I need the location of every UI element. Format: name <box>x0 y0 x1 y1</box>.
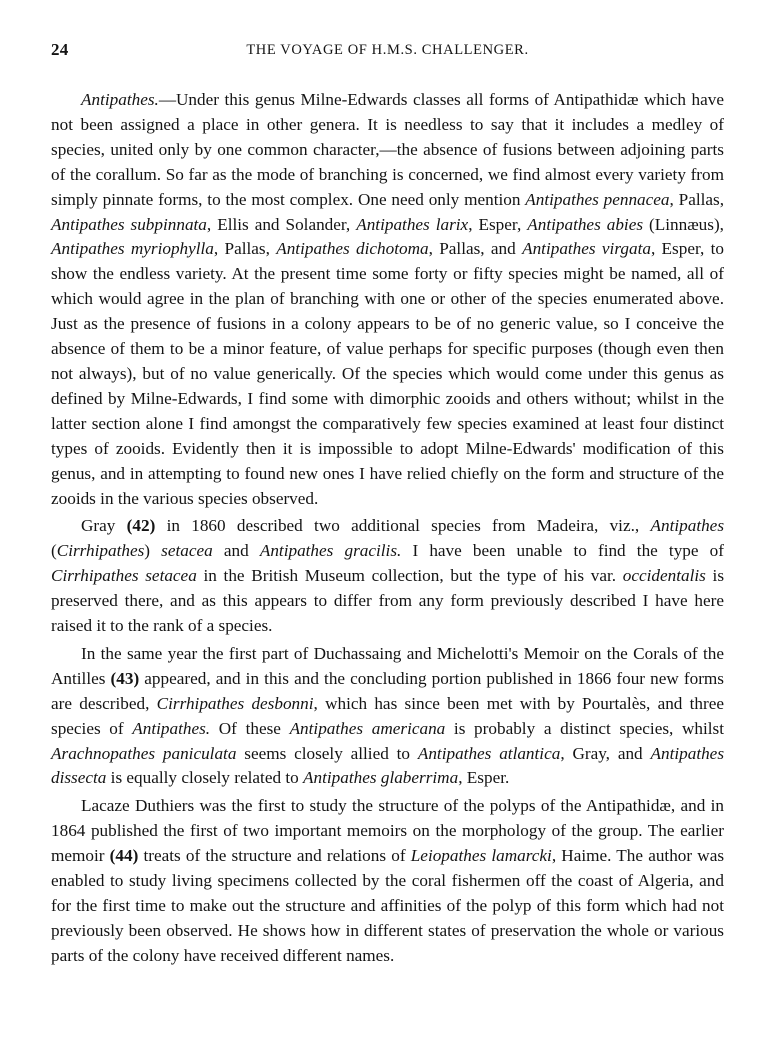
italic-term: Antipathes. <box>132 718 211 738</box>
text-run: , Esper, to show the endless variety. At the present time some forty or fifty species might be named, all of which would agree in the plan of branching with one or other of the species enumerated above. Just as the presence of fusions in a colony appears to be of no generic value, so I conceive the absence of them to be a minor feature, of value perhaps for specific purposes (though even then not always), but of no value generically. Of the species which would come under this genus as defined by Milne-Edwards, I find some with dimorphic zooids and others without; whilst in the latter section alone I find amongst the comparatively few species examined at least four distinct types of zooids. Evidently then it is impossible to adopt Milne-Edwards' modification of this genus, and in attempting to found new ones I have relied chiefly on the form and structure of the zooids in the various species observed. <box>51 239 724 508</box>
italic-term: Antipathes americana <box>289 718 446 738</box>
reference-number: (44) <box>109 846 139 866</box>
italic-term: Antipathes abies <box>527 214 644 234</box>
text-run: is equally closely related to <box>106 768 304 788</box>
italic-term: Antipathes subpinnata <box>51 214 207 234</box>
italic-term: occidentalis <box>622 566 706 586</box>
reference-number: (42) <box>126 516 156 536</box>
italic-term: Antipathes gracilis. <box>259 541 402 561</box>
italic-term: Antipathes dissecta <box>51 743 725 788</box>
text-run: ( <box>51 541 57 561</box>
paragraph-duchassaing-michelotti <box>51 642 724 791</box>
text-run: appeared, and in this and the concluding portion published in 1866 four new forms are described, <box>51 668 724 713</box>
text-run: and <box>212 541 260 561</box>
text-run: in 1860 described two additional species from Madeira, viz., <box>155 516 651 536</box>
italic-term: setacea <box>161 541 213 561</box>
reference-number: (43) <box>110 668 140 688</box>
text-run: In the same year the first part of Duchassaing and Michelotti's Memoir on the Corals of the Antilles <box>51 643 724 688</box>
italic-term: Antipathes dichotoma <box>276 239 429 259</box>
book-page <box>51 38 724 969</box>
text-run: in the British Museum collection, but the type of his var. <box>196 566 623 586</box>
running-head <box>51 38 724 62</box>
italic-term: Leiopathes lamarcki <box>410 846 552 866</box>
italic-term: Antipathes virgata <box>522 239 651 259</box>
page-number: 24 <box>51 40 69 59</box>
text-run: is preserved there, and as this appears to differ from any form previously described I have here raised it to the rank of a species. <box>51 566 725 636</box>
text-run: ) <box>144 541 162 561</box>
italic-term: Antipathes atlantica <box>417 743 561 763</box>
text-run: , Pallas, and <box>428 239 523 259</box>
text-run: I have been unable to find the type of <box>401 541 724 561</box>
text-run: treats of the structure and relations of <box>138 846 411 866</box>
italic-term: Antipathes glaberrima <box>303 768 459 788</box>
text-run: , Gray, and <box>560 743 651 763</box>
text-run: , which has since been met with by Pourtalès, and three species of <box>51 693 724 738</box>
text-run: —Under this genus Milne-Edwards classes all forms of Antipathidæ which have not been assigned a place in other genera. It is needless to say that it includes a medley of species, united only by one common character,—the absence of fusions between adjoining parts of the corallum. So far as the mode of branching is concerned, we find almost every variety from simply pinnate forms, to the most complex. One need only mention <box>51 90 724 209</box>
text-run: Gray <box>81 516 127 536</box>
italic-term: Cirrhipathes setacea <box>51 566 197 586</box>
paragraph-antipathes-genus <box>51 88 724 511</box>
text-run: seems closely allied to <box>236 743 418 763</box>
text-run: is probably a distinct species, whilst <box>445 718 725 738</box>
paragraph-lacaze-duthiers <box>51 794 724 968</box>
italic-term: Antipathes larix <box>356 214 469 234</box>
italic-term: Antipathes <box>650 516 725 536</box>
italic-term: Antipathes. <box>81 90 159 109</box>
body-text <box>51 88 724 969</box>
text-run: , Esper. <box>458 768 510 788</box>
text-run: , Ellis and Solander, <box>206 214 357 234</box>
text-run: (Linnæus), <box>643 214 724 234</box>
text-run: , Pallas, <box>213 239 277 259</box>
text-run: Lacaze Duthiers was the first to study the structure of the polyps of the Antipathidæ, and in 1864 published the first of two important memoirs on the morphology of the group. The earlier memoir <box>51 796 724 866</box>
text-run: , Esper, <box>468 214 528 234</box>
text-run: Of these <box>210 718 290 738</box>
running-title: THE VOYAGE OF H.M.S. CHALLENGER. <box>246 42 529 58</box>
italic-term: Cirrhipathes desbonni <box>156 693 314 713</box>
italic-term: Antipathes pennacea <box>525 189 670 209</box>
italic-term: Cirrhipathes <box>56 541 145 561</box>
italic-term: Arachnopathes paniculata <box>51 743 237 763</box>
text-run: , Haime. The author was enabled to study living specimens collected by the coral fishermen off the coast of Algeria, and for the first time to make out the structure and affinities of the polyp of this form which had not previously been observed. He shows how in different states of preservation the whole or various parts of the colony have received different names. <box>51 846 725 965</box>
italic-term: Antipathes myriophylla <box>51 239 214 259</box>
text-run: , Pallas, <box>669 189 724 209</box>
paragraph-gray-1860 <box>51 514 724 639</box>
